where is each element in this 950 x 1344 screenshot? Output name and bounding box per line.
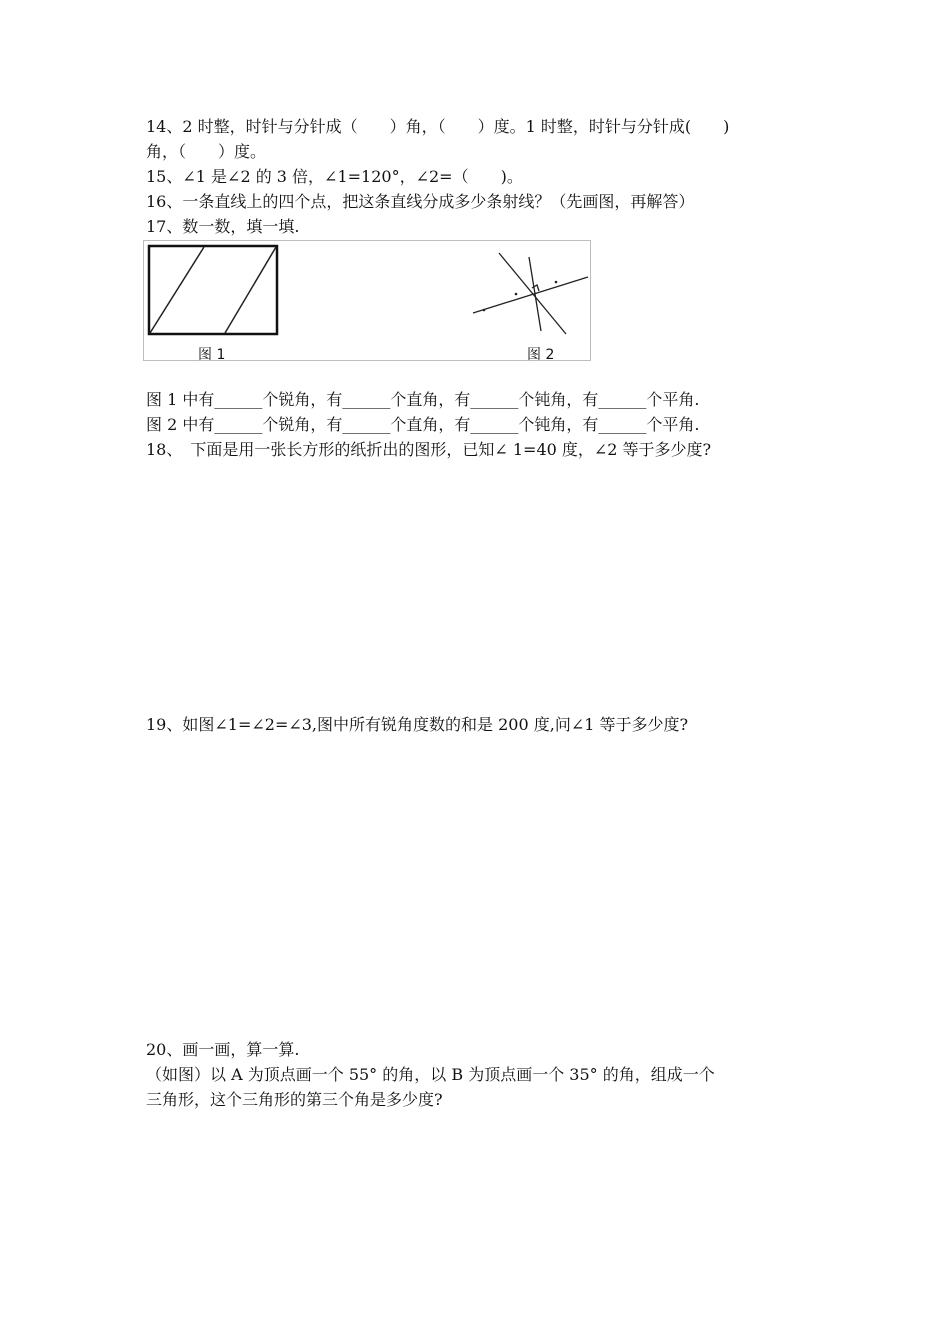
question-16: 16、一条直线上的四个点，把这条直线分成多少条射线？（先画图，再解答） (146, 192, 695, 211)
question-20-title: 20、画一画，算一算. (146, 1040, 300, 1059)
question-18: 18、 下面是用一张长方形的纸折出的图形，已知∠ 1=40 度，∠2 等于多少度? (146, 440, 712, 459)
question-15: 15、∠1 是∠2 的 3 倍，∠1=120°，∠2=（ )。 (146, 167, 523, 186)
figure2-label: 图 2 (527, 347, 555, 363)
question-17-fill2: 图 2 中有______个锐角，有______个直角，有______个钝角，有______个平角. (146, 415, 700, 434)
question-20-line2: 三角形，这个三角形的第三个角是多少度? (146, 1090, 443, 1109)
question-14-line1: 14、2 时整，时针与分针成（ ）角，（ ）度。1 时整，时针与分针成( ) (146, 117, 730, 136)
question-20-line1: （如图）以 A 为顶点画一个 55° 的角，以 B 为顶点画一个 35° 的角，组成一个 (146, 1065, 715, 1084)
question-14-line2: 角，（ ）度。 (146, 142, 267, 161)
figure-panel (143, 240, 591, 361)
question-17-title: 17、数一数，填一填. (146, 217, 300, 236)
question-19: 19、如图∠1=∠2=∠3,图中所有锐角度数的和是 200 度,问∠1 等于多少度? (146, 715, 689, 734)
figure1-label: 图 1 (198, 347, 226, 363)
figure2-drawing (473, 253, 588, 334)
figure1-drawing (149, 246, 277, 334)
question-17-fill1: 图 1 中有______个锐角，有______个直角，有______个钝角，有______个平角. (146, 390, 700, 409)
